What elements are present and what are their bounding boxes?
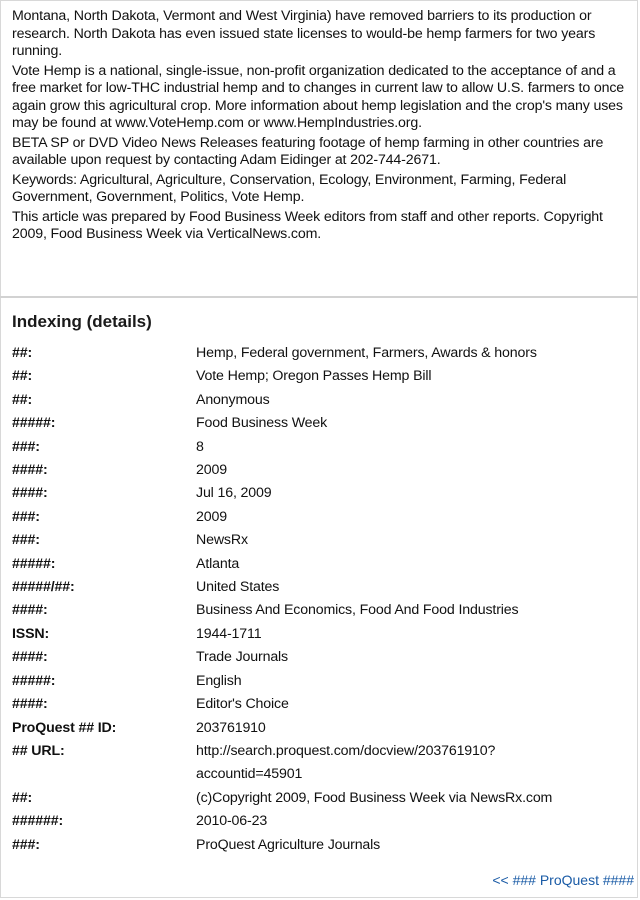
index-value: Anonymous [196, 391, 270, 408]
article-paragraph: BETA SP or DVD Video News Releases featuring footage of hemp farming in other countries are available upon request by contacting Adam Eidinger at 202-744-2671. [12, 134, 604, 168]
table-row [12, 412, 622, 435]
index-label: ######: [12, 813, 64, 830]
index-label: #####/##: [12, 579, 75, 596]
index-label: ##: [12, 368, 33, 385]
index-value: ProQuest Agriculture Journals [196, 836, 381, 853]
table-row [12, 834, 622, 857]
table-row [12, 693, 622, 716]
index-label: ####: [12, 649, 48, 666]
article-paragraph: This article was prepared by Food Business Week editors from staff and other reports. Copyright 2009, Food Business Week via VerticalNews.com. [12, 208, 603, 242]
index-label: ####: [12, 462, 48, 479]
table-row [12, 506, 622, 529]
table-row [12, 459, 622, 482]
index-label: ###: [12, 532, 40, 549]
index-label: ####: [12, 485, 48, 502]
index-label: ProQuest ## ID: [12, 719, 117, 736]
table-row [12, 623, 622, 646]
index-value: 1944-1711 [196, 625, 262, 642]
index-value: 2009 [196, 462, 227, 479]
table-row [12, 646, 622, 669]
index-label: ###: [12, 438, 40, 455]
index-label: #####: [12, 672, 56, 689]
document-url-line2[interactable]: accountid=45901 [196, 766, 303, 783]
table-row [12, 717, 622, 740]
table-row [12, 342, 622, 365]
table-row [12, 670, 622, 693]
index-value: Jul 16, 2009 [196, 485, 272, 502]
index-value: Editor's Choice [196, 696, 289, 713]
index-value: Vote Hemp; Oregon Passes Hemp Bill [196, 368, 432, 385]
document-url-line1[interactable]: http://search.proquest.com/docview/203761910? [196, 742, 496, 759]
article-paragraph: Montana, North Dakota, Vermont and West Virginia) have removed barriers to its production or research. North Dakota has even issued state licenses to would-be hemp farmers for two years running. [12, 8, 596, 59]
table-row [12, 810, 622, 833]
indexing-table [12, 342, 622, 857]
index-value: 203761910 [196, 719, 266, 736]
table-row [12, 576, 622, 599]
index-value: 2009 [196, 508, 227, 525]
index-label: ####: [12, 696, 48, 713]
table-row [12, 436, 622, 459]
index-label: ISSN: [12, 625, 50, 642]
index-label: ##: [12, 789, 33, 806]
index-label: ###: [12, 508, 40, 525]
index-value: Atlanta [196, 555, 240, 572]
table-row [12, 365, 622, 388]
table-row [12, 529, 622, 552]
back-to-proquest-link[interactable]: << ### ProQuest #### [492, 872, 634, 888]
table-row [12, 599, 622, 622]
index-value: 2010-06-23 [196, 813, 268, 830]
table-row [12, 389, 622, 412]
table-row [12, 787, 622, 810]
index-label: ##: [12, 345, 33, 361]
index-value: Trade Journals [196, 649, 289, 666]
article-paragraph: Keywords: Agricultural, Agriculture, Conservation, Ecology, Environment, Farming, Federal Government, Government, Politics, Vote Hemp. [12, 171, 567, 205]
table-row [12, 553, 622, 576]
index-label: #####: [12, 415, 56, 432]
index-value: 8 [196, 438, 204, 455]
index-label: ####: [12, 602, 48, 619]
index-label: ## URL: [12, 742, 65, 759]
index-value: United States [196, 579, 280, 596]
indexing-heading: Indexing (details) [12, 312, 152, 331]
index-label: ###: [12, 836, 40, 853]
table-row [12, 740, 622, 787]
article-paragraph: Vote Hemp is a national, single-issue, non-profit organization dedicated to the acceptance of and a free market for low-THC industrial hemp and to changes in current law to allow U.S. farmers to once again grow this agricultural crop. More information about hemp legislation and the crop's many uses may be found at www.VoteHemp.com or www.HempIndustries.org. [12, 62, 625, 131]
table-row [12, 482, 622, 505]
index-value: (c)Copyright 2009, Food Business Week via NewsRx.com [196, 789, 553, 806]
article-body [12, 8, 630, 246]
index-value: English [196, 672, 242, 689]
section-divider [0, 296, 638, 298]
index-value: Food Business Week [196, 415, 328, 432]
document-url[interactable] [196, 740, 622, 787]
index-value: Hemp, Federal government, Farmers, Awards & honors [196, 345, 537, 361]
index-value: NewsRx [196, 532, 248, 549]
index-label: #####: [12, 555, 56, 572]
index-label: ##: [12, 391, 33, 408]
index-value: Business And Economics, Food And Food Industries [196, 602, 519, 619]
